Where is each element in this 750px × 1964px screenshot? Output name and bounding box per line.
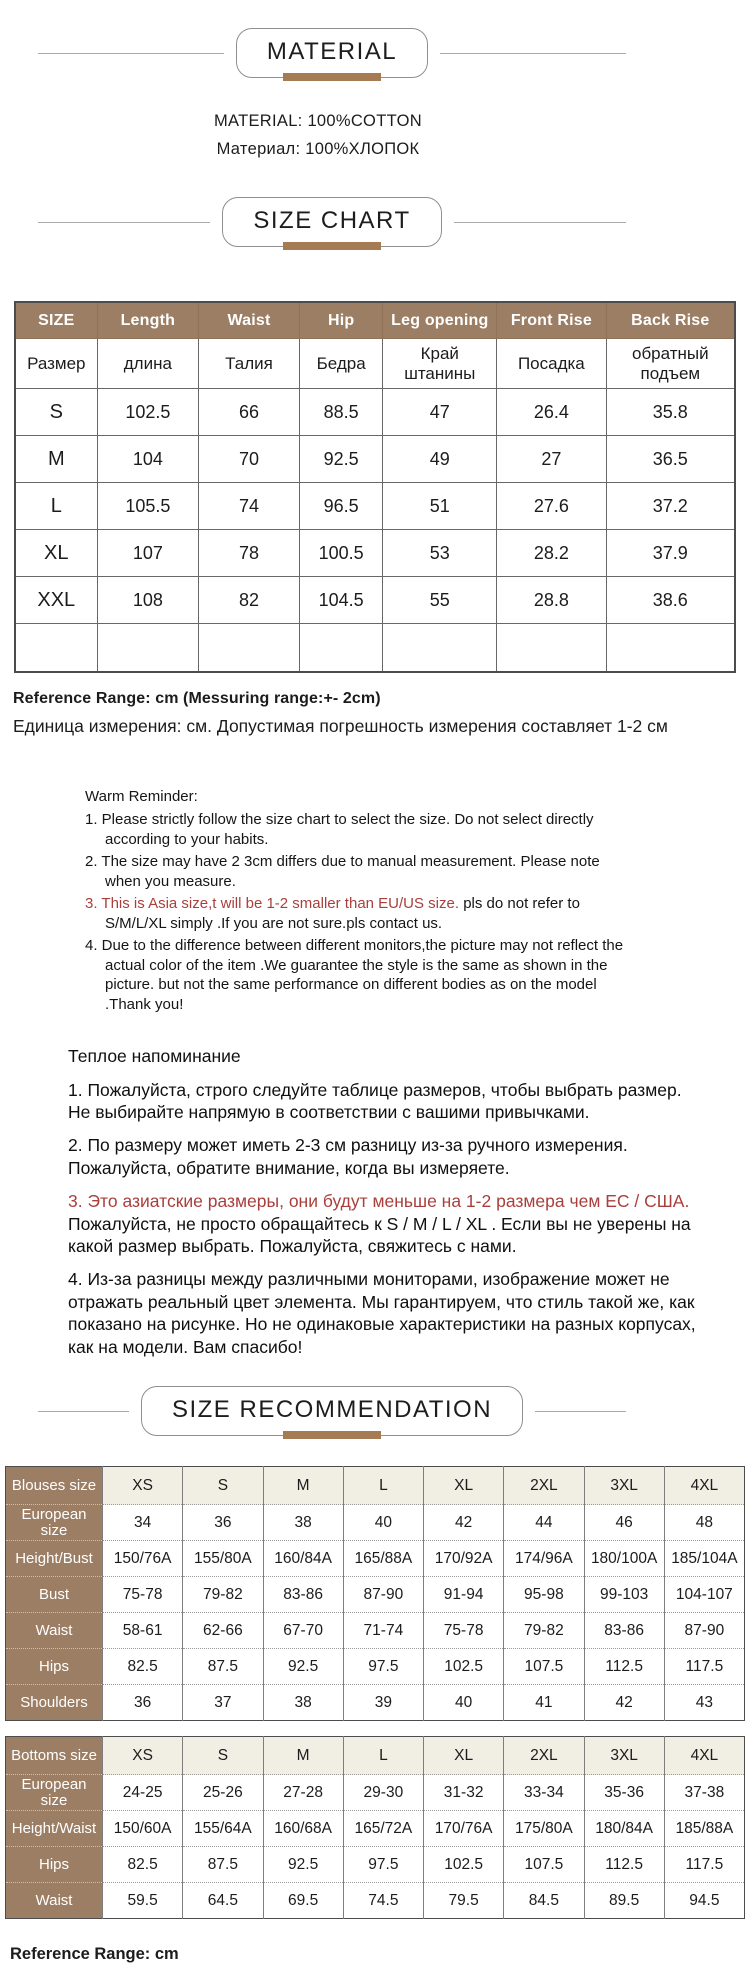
size-chart-row (15, 530, 735, 577)
size-chart-row (15, 436, 735, 483)
measurement-cell: 104 (97, 436, 199, 483)
reminder-item-2: 2. The size may have 2 3cm differs due to manual measurement. Please note when you measure. (85, 852, 600, 890)
recommendation-value-cell: XS (103, 1737, 183, 1775)
measurement-cell: 70 (199, 436, 300, 483)
recommendation-value-cell: 40 (343, 1505, 423, 1541)
warm-reminder-title: Warm Reminder: (85, 788, 198, 805)
measurement-cell: 38.6 (606, 577, 735, 624)
recommendation-value-cell: 27-28 (263, 1775, 343, 1811)
measurement-cell: 55 (383, 577, 497, 624)
size-chart-table (14, 301, 736, 673)
heading-size-chart-pill (222, 197, 441, 247)
recommendation-value-cell: 4XL (664, 1467, 744, 1505)
recommendation-row-label: Bottoms size (6, 1737, 103, 1775)
recommendation-value-cell: XL (424, 1467, 504, 1505)
size-chart-ru-column-header: Размер (15, 339, 97, 389)
size-chart-column-header: Front Rise (497, 302, 606, 339)
recommendation-value-cell: 37-38 (664, 1775, 744, 1811)
measurement-cell: 36.5 (606, 436, 735, 483)
recommendation-value-cell: 170/92A (424, 1541, 504, 1577)
recommendation-value-cell: 83-86 (263, 1577, 343, 1613)
size-chart-ru-header-row (15, 339, 735, 389)
recommendation-row-label: European size (6, 1775, 103, 1811)
recommendation-value-cell: 41 (504, 1685, 584, 1721)
heading-line-left (38, 1411, 129, 1412)
size-chart-ru-column-header: Посадка (497, 339, 606, 389)
heading-size-chart-label: SIZE CHART (253, 207, 411, 234)
note-reference-range-bottom: Reference Range: cm (10, 1945, 179, 1963)
recommendation-value-cell: 165/72A (343, 1811, 423, 1847)
heading-size-chart (38, 197, 626, 247)
recommendation-value-cell: 92.5 (263, 1847, 343, 1883)
recommendation-value-cell: 185/104A (664, 1541, 744, 1577)
reminder-ru-item-1 (68, 1079, 716, 1124)
measurement-cell: 53 (383, 530, 497, 577)
size-chart-ru-column-header: обратный подъем (606, 339, 735, 389)
recommendation-value-cell: 82.5 (103, 1847, 183, 1883)
measurement-cell: 82 (199, 577, 300, 624)
recommendation-value-cell: 31-32 (424, 1775, 504, 1811)
measurement-cell: 102.5 (97, 389, 199, 436)
recommendation-value-cell: 160/68A (263, 1811, 343, 1847)
measurement-cell: 92.5 (299, 436, 383, 483)
measurement-cell: 100.5 (299, 530, 383, 577)
recommendation-value-cell: 36 (103, 1685, 183, 1721)
recommendation-row (6, 1541, 745, 1577)
recommendation-value-cell: 35-36 (584, 1775, 664, 1811)
measurement-cell: 26.4 (497, 389, 606, 436)
recommendation-value-cell: 160/84A (263, 1541, 343, 1577)
size-chart-column-header: Length (97, 302, 199, 339)
recommendation-row-label: Bust (6, 1577, 103, 1613)
recommendation-value-cell: S (183, 1737, 263, 1775)
recommendation-value-cell: 87-90 (664, 1613, 744, 1649)
recommendation-value-cell: S (183, 1467, 263, 1505)
size-cell: M (15, 436, 97, 483)
recommendation-value-cell: 3XL (584, 1467, 664, 1505)
size-chart-row (15, 577, 735, 624)
recommendation-value-cell: 150/60A (103, 1811, 183, 1847)
size-chart-ru-column-header: длина (97, 339, 199, 389)
size-guide-page (0, 28, 750, 1963)
recommendation-value-cell: 107.5 (504, 1847, 584, 1883)
recommendation-row-label: European size (6, 1505, 103, 1541)
size-chart-row (15, 389, 735, 436)
recommendation-row-label: Blouses size (6, 1467, 103, 1505)
size-chart-ru-column-header: Талия (199, 339, 300, 389)
recommendation-row-label: Hips (6, 1847, 103, 1883)
size-cell: S (15, 389, 97, 436)
reminder-ru-item-3 (68, 1190, 716, 1257)
recommendation-value-cell: 165/88A (343, 1541, 423, 1577)
recommendation-value-cell: 155/64A (183, 1811, 263, 1847)
measurement-cell: 37.2 (606, 483, 735, 530)
recommendation-value-cell: 82.5 (103, 1649, 183, 1685)
recommendation-row-label: Waist (6, 1613, 103, 1649)
recommendation-value-cell: 79-82 (504, 1613, 584, 1649)
reminder-ru-item-3-red: 3. Это азиатские размеры, они будут меньше на 1-2 размера чем ЕС / США. (68, 1191, 690, 1212)
measurement-cell: 27.6 (497, 483, 606, 530)
recommendation-value-cell: 37 (183, 1685, 263, 1721)
recommendation-value-cell: 112.5 (584, 1847, 664, 1883)
measurement-cell: 104.5 (299, 577, 383, 624)
recommendation-value-cell: 38 (263, 1505, 343, 1541)
note-reference-range-en: Reference Range: cm (Messuring range:+- 2cm) (13, 690, 381, 707)
recommendation-value-cell: 107.5 (504, 1649, 584, 1685)
recommendation-value-cell: 99-103 (584, 1577, 664, 1613)
recommendation-value-cell: 38 (263, 1685, 343, 1721)
recommendation-row (6, 1649, 745, 1685)
recommendation-value-cell: 91-94 (424, 1577, 504, 1613)
size-chart-column-header: SIZE (15, 302, 97, 339)
recommendation-row (6, 1737, 745, 1775)
measurement-cell: 28.8 (497, 577, 606, 624)
recommendation-value-cell: 170/76A (424, 1811, 504, 1847)
warm-reminder-ru (68, 1045, 716, 1358)
recommendation-value-cell: 36 (183, 1505, 263, 1541)
reminder-ru-item-2: 2. По размеру может иметь 2-3 см разницу из-за ручного измерения. Пожалуйста, обратите внимание, когда вы измеряете. (68, 1135, 628, 1178)
recommendation-value-cell: M (263, 1737, 343, 1775)
reminder-ru-item-1-line1: 1. Пожалуйста, строго следуйте таблице размеров, чтобы выбрать размер. (68, 1079, 682, 1100)
recommendation-value-cell: 79-82 (183, 1577, 263, 1613)
recommendation-row-label: Shoulders (6, 1685, 103, 1721)
measurement-cell: 107 (97, 530, 199, 577)
material-line-en: MATERIAL: 100%COTTON (213, 112, 423, 130)
measurement-cell: 47 (383, 389, 497, 436)
recommendation-row (6, 1613, 745, 1649)
recommendation-value-cell: 25-26 (183, 1775, 263, 1811)
recommendation-value-cell: 180/84A (584, 1811, 664, 1847)
heading-material-pill (236, 28, 428, 78)
heading-accent-bar (283, 73, 381, 81)
heading-line-right (440, 53, 626, 54)
recommendation-row (6, 1685, 745, 1721)
size-chart-header-row (15, 302, 735, 339)
recommendation-value-cell: 185/88A (664, 1811, 744, 1847)
recommendation-value-cell: 62-66 (183, 1613, 263, 1649)
empty-cell (497, 624, 606, 673)
measurement-cell: 49 (383, 436, 497, 483)
measurement-cell: 88.5 (299, 389, 383, 436)
reminder-item-3-red: 3. This is Asia size,t will be 1-2 smaller than EU/US size. (85, 894, 460, 912)
recommendation-value-cell: M (263, 1467, 343, 1505)
recommendation-value-cell: 64.5 (183, 1883, 263, 1919)
recommendation-value-cell: 4XL (664, 1737, 744, 1775)
heading-accent-bar (283, 1431, 381, 1439)
recommendation-value-cell: 97.5 (343, 1847, 423, 1883)
measurement-cell: 66 (199, 389, 300, 436)
heading-material (38, 28, 626, 78)
size-chart-column-header: Hip (299, 302, 383, 339)
recommendation-value-cell: 44 (504, 1505, 584, 1541)
recommendation-row (6, 1505, 745, 1541)
recommendation-row (6, 1847, 745, 1883)
recommendation-value-cell: 42 (584, 1685, 664, 1721)
size-chart-column-header: Leg opening (383, 302, 497, 339)
reminder-ru-item-1-line2: Не выбирайте напрямую в соответствии с вашими привычками. (68, 1102, 590, 1123)
empty-cell (383, 624, 497, 673)
heading-line-left (38, 222, 210, 223)
recommendation-row (6, 1467, 745, 1505)
size-cell: XL (15, 530, 97, 577)
empty-cell (97, 624, 199, 673)
recommendation-value-cell: 87.5 (183, 1847, 263, 1883)
recommendation-value-cell: XL (424, 1737, 504, 1775)
heading-line-right (535, 1411, 626, 1412)
measurement-cell: 74 (199, 483, 300, 530)
recommendation-value-cell: L (343, 1467, 423, 1505)
recommendation-value-cell: 79.5 (424, 1883, 504, 1919)
empty-cell (199, 624, 300, 673)
recommendation-row (6, 1883, 745, 1919)
warm-reminder-en (85, 787, 633, 1015)
recommendation-value-cell: 174/96A (504, 1541, 584, 1577)
recommendation-value-cell: 34 (103, 1505, 183, 1541)
recommendation-value-cell: 84.5 (504, 1883, 584, 1919)
heading-size-recommendation-pill (141, 1386, 523, 1436)
recommendation-value-cell: 43 (664, 1685, 744, 1721)
size-chart-empty-row (15, 624, 735, 673)
recommendation-value-cell: 104-107 (664, 1577, 744, 1613)
reminder-item-1: 1. Please strictly follow the size chart to select the size. Do not select directly according to your habits. (85, 810, 594, 848)
recommendation-value-cell: 58-61 (103, 1613, 183, 1649)
heading-size-recommendation-label: SIZE RECOMMENDATION (171, 1396, 493, 1423)
empty-cell (299, 624, 383, 673)
recommendation-row (6, 1811, 745, 1847)
measurement-cell: 108 (97, 577, 199, 624)
recommendation-value-cell: L (343, 1737, 423, 1775)
recommendation-value-cell: 2XL (504, 1737, 584, 1775)
recommendation-value-cell: 102.5 (424, 1847, 504, 1883)
recommendation-value-cell: 39 (343, 1685, 423, 1721)
recommendation-value-cell: 42 (424, 1505, 504, 1541)
recommendation-value-cell: 69.5 (263, 1883, 343, 1919)
measurement-cell: 96.5 (299, 483, 383, 530)
recommendation-value-cell: 180/100A (584, 1541, 664, 1577)
recommendation-value-cell: 155/80A (183, 1541, 263, 1577)
recommendation-value-cell: 33-34 (504, 1775, 584, 1811)
recommendation-row-label: Waist (6, 1883, 103, 1919)
material-line-ru: Материал: 100%ХЛОПОК (216, 140, 420, 158)
measurement-cell: 35.8 (606, 389, 735, 436)
recommendation-row-label: Height/Bust (6, 1541, 103, 1577)
recommendation-value-cell: 95-98 (504, 1577, 584, 1613)
measurement-cell: 51 (383, 483, 497, 530)
note-reference-range-ru: Единица измерения: см. Допустимая погрешность измерения составляет 1-2 см (13, 716, 668, 736)
recommendation-value-cell: 89.5 (584, 1883, 664, 1919)
recommendation-table-bottoms (5, 1736, 745, 1919)
recommendation-value-cell: 24-25 (103, 1775, 183, 1811)
recommendation-value-cell: 175/80A (504, 1811, 584, 1847)
recommendation-value-cell: 67-70 (263, 1613, 343, 1649)
heading-line-left (38, 53, 224, 54)
warm-reminder-ru-title: Теплое напоминание (68, 1046, 241, 1067)
recommendation-value-cell: 97.5 (343, 1649, 423, 1685)
heading-material-label: MATERIAL (266, 38, 398, 65)
recommendation-value-cell: 92.5 (263, 1649, 343, 1685)
recommendation-value-cell: 74.5 (343, 1883, 423, 1919)
reminder-item-3-rest: pls do not refer to S/M/L/XL simply .If you are not sure.pls contact us. (105, 894, 580, 932)
size-chart-column-header: Back Rise (606, 302, 735, 339)
recommendation-value-cell: 46 (584, 1505, 664, 1541)
measurement-cell: 78 (199, 530, 300, 577)
recommendation-value-cell: 117.5 (664, 1649, 744, 1685)
measurement-cell: 27 (497, 436, 606, 483)
recommendation-value-cell: 87-90 (343, 1577, 423, 1613)
measurement-cell: 105.5 (97, 483, 199, 530)
recommendation-value-cell: 94.5 (664, 1883, 744, 1919)
recommendation-value-cell: 87.5 (183, 1649, 263, 1685)
recommendation-value-cell: 102.5 (424, 1649, 504, 1685)
recommendation-value-cell: 48 (664, 1505, 744, 1541)
recommendation-value-cell: 112.5 (584, 1649, 664, 1685)
recommendation-value-cell: XS (103, 1467, 183, 1505)
reminder-ru-item-4: 4. Из-за разницы между различными мониторами, изображение может не отражать реальный цвет элемента. Мы гарантируем, что стиль такой же, как показано на рисунке. Но не одинаковые характеристики на разных корпусах, как на модели. Вам спасибо! (68, 1269, 696, 1357)
recommendation-row (6, 1775, 745, 1811)
recommendation-value-cell: 71-74 (343, 1613, 423, 1649)
recommendation-value-cell: 59.5 (103, 1883, 183, 1919)
size-chart-ru-column-header: Бедра (299, 339, 383, 389)
recommendation-value-cell: 150/76A (103, 1541, 183, 1577)
recommendation-value-cell: 3XL (584, 1737, 664, 1775)
reminder-ru-item-3-rest: Пожалуйста, не просто обращайтесь к S / M / L / XL . Если вы не уверены на какой размер выбрать. Пожалуйста, свяжитесь с нами. (68, 1213, 691, 1257)
measurement-cell: 37.9 (606, 530, 735, 577)
recommendation-value-cell: 75-78 (103, 1577, 183, 1613)
heading-size-recommendation (38, 1386, 626, 1436)
recommendation-row (6, 1577, 745, 1613)
empty-cell (15, 624, 97, 673)
recommendation-value-cell: 29-30 (343, 1775, 423, 1811)
size-chart-ru-column-header: Край штанины (383, 339, 497, 389)
heading-accent-bar (283, 242, 381, 250)
recommendation-row-label: Height/Waist (6, 1811, 103, 1847)
heading-line-right (454, 222, 626, 223)
recommendation-value-cell: 83-86 (584, 1613, 664, 1649)
empty-cell (606, 624, 735, 673)
recommendation-value-cell: 117.5 (664, 1847, 744, 1883)
reminder-item-4: 4. Due to the difference between different monitors,the picture may not reflect the actual color of the item .We guarantee the style is the same as shown in the picture. but not the same performance on different bodies as on the model .Thank you! (85, 936, 624, 1014)
size-cell: XXL (15, 577, 97, 624)
measurement-cell: 28.2 (497, 530, 606, 577)
recommendation-row-label: Hips (6, 1649, 103, 1685)
size-chart-row (15, 483, 735, 530)
size-cell: L (15, 483, 97, 530)
recommendation-value-cell: 40 (424, 1685, 504, 1721)
recommendation-value-cell: 2XL (504, 1467, 584, 1505)
size-chart-column-header: Waist (199, 302, 300, 339)
recommendation-table-blouses (5, 1466, 745, 1721)
recommendation-value-cell: 75-78 (424, 1613, 504, 1649)
reminder-item-3 (85, 894, 633, 934)
